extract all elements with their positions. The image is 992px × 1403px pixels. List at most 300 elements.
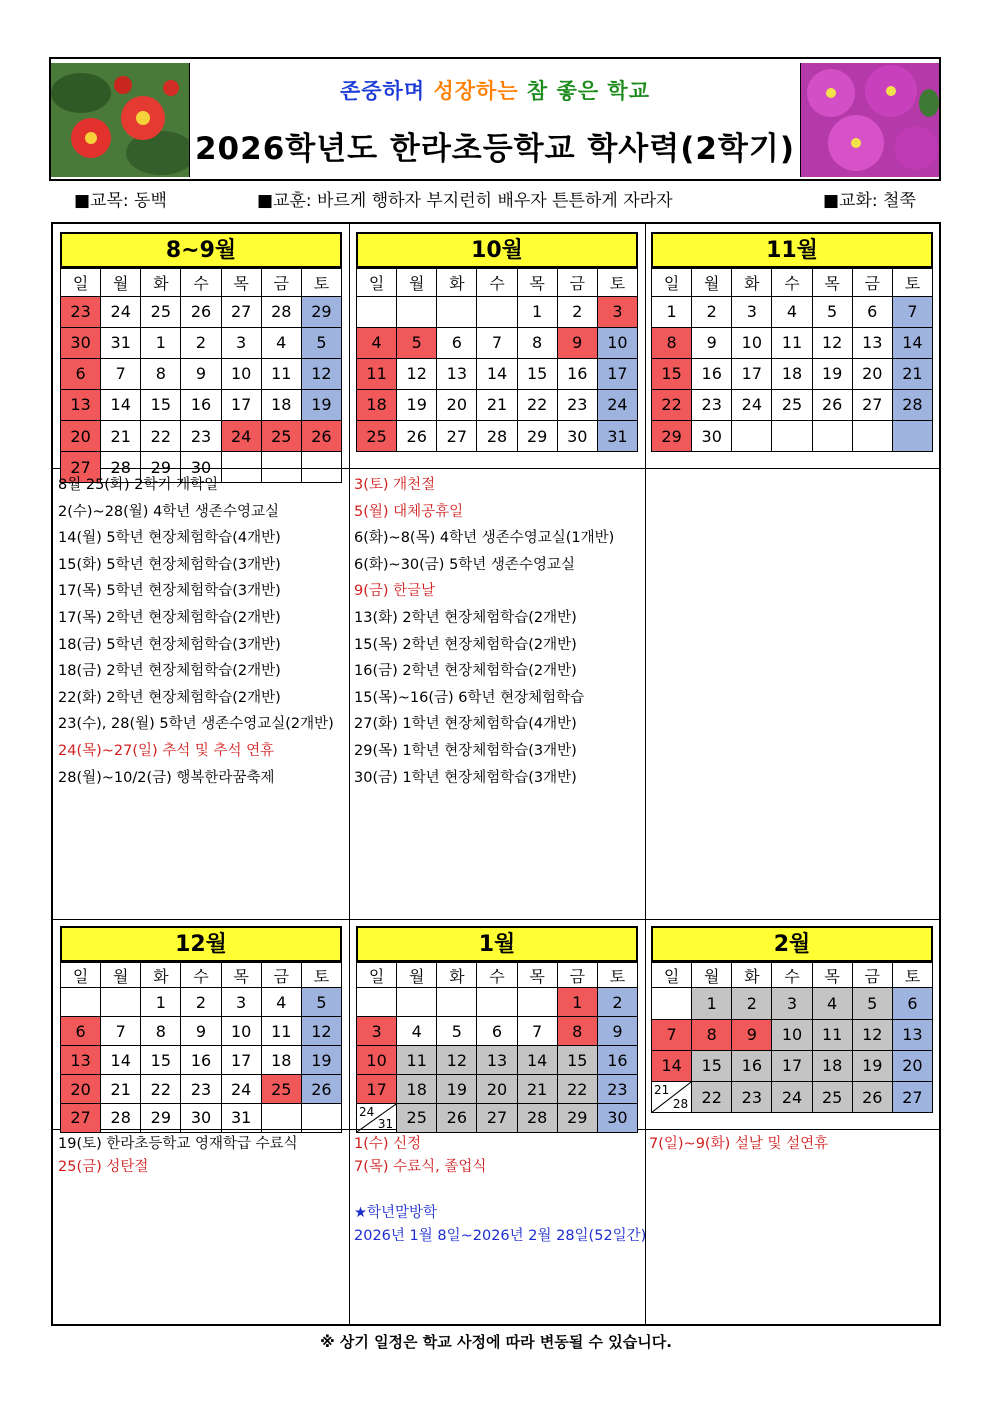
month-title: 8~9월 [60,232,342,268]
weekday-header: 일 [61,269,101,297]
calendar-day: 25 [397,1103,437,1132]
calendar-day: 12 [852,1019,892,1050]
calendar-day: 17 [732,358,772,389]
calendar-day: 12 [301,1017,341,1046]
calendar-day: 6 [852,296,892,327]
calendar-day [61,988,101,1017]
calendar-week [652,988,933,1019]
weekday-header: 수 [181,963,221,988]
calendar-day: 14 [892,327,932,358]
calendar-week [357,327,638,358]
footer-note: ※ 상기 일정은 학교 사정에 따라 변동될 수 있습니다. [320,1333,672,1351]
calendar-day: 4 [772,296,812,327]
calendar-day: 13 [437,358,477,389]
calendar-day [812,420,852,451]
calendar-day: 27 [852,389,892,420]
calendar-day: 10 [221,1017,261,1046]
slogan-word: 좋은 [556,79,600,103]
calendar-week [61,389,342,420]
calendar-day: 4 [397,1017,437,1046]
calendar-day [517,988,557,1017]
calendar-day: 1 [692,988,732,1019]
calendar-day: 28 [477,420,517,451]
calendar-day: 19 [397,389,437,420]
event-item: 17(목) 5학년 현장체험학습(3개반) [58,583,281,600]
event-item: 7(일)~9(화) 설날 및 설연휴 [649,1136,829,1152]
calendar-day: 2 [181,988,221,1017]
calendar-week [357,420,638,451]
calendar-week [61,327,342,358]
calendar-day [772,420,812,451]
calendar-day: 13 [61,1046,101,1075]
calendar-day: 6 [61,1017,101,1046]
calendar-day: 18 [397,1075,437,1104]
calendar-day: 27 [221,296,261,327]
calendar-day: 8 [557,1017,597,1046]
calendar-day: 20 [852,358,892,389]
calendar-day: 13 [477,1046,517,1075]
calendar-day: 1 [557,988,597,1017]
calendar-day: 23 [557,389,597,420]
calendar-day: 15 [141,389,181,420]
event-item: 15(목)~16(금) 6학년 현장체험학습 [354,689,585,706]
calendar-day: 25 [141,296,181,327]
calendar-day: 12 [437,1046,477,1075]
calendar-day: 30 [692,420,732,451]
calendar-day: 17 [597,358,637,389]
calendar-day: 21 [101,1075,141,1104]
calendar-day: 22 [141,420,181,451]
calendar-day: 17 [221,389,261,420]
calendar-day: 26 [397,420,437,451]
calendar-day: 24 [221,420,261,451]
calendar-day: 31 [221,1103,261,1132]
calendar-week [61,358,342,389]
calendar-day [652,1081,692,1112]
calendar-day: 8 [141,358,181,389]
weekday-header: 일 [652,269,692,297]
month-events [354,472,614,791]
calendar-day: 11 [261,1017,301,1046]
school-slogan [191,75,799,105]
page-title: 2026학년도 한라초등학교 학사력(2학기) [194,131,795,167]
weekday-header: 토 [301,963,341,988]
month-calendar [651,232,933,452]
calendar-day: 21 [477,389,517,420]
event-item: 14(월) 5학년 현장체험학습(4개반) [58,530,281,547]
weekday-header: 월 [397,269,437,297]
calendar-day [397,296,437,327]
calendar-day: 23 [181,1075,221,1104]
event-item: 3(토) 개천절 [354,477,436,493]
calendar-day: 9 [181,1017,221,1046]
event-item: 18(금) 5학년 현장체험학습(3개반) [58,636,281,653]
event-item: 13(화) 2학년 현장체험학습(2개반) [354,609,577,626]
calendar-day: 14 [517,1046,557,1075]
event-item: 7(목) 수료식, 졸업식 [354,1159,487,1175]
calendar-day: 5 [301,988,341,1017]
calendar-day: 31 [101,327,141,358]
calendar-week [652,389,933,420]
weekday-header: 토 [892,963,932,988]
calendar-day: 9 [692,327,732,358]
row-divider [53,919,939,920]
event-item: 28(월)~10/2(금) 행복한라꿈축제 [58,769,275,786]
calendar-day: 29 [141,1103,181,1132]
event-item: ★학년말방학 [354,1205,438,1221]
month-title: 2월 [651,926,933,962]
calendar-day [357,296,397,327]
calendar-day: 9 [732,1019,772,1050]
event-item: 2(수)~28(월) 4학년 생존수영교실 [58,503,279,520]
weekday-header: 목 [221,963,261,988]
calendar-day: 6 [61,358,101,389]
calendar-day: 24 [101,296,141,327]
calendar-day: 13 [892,1019,932,1050]
event-item: 6(화)~30(금) 5학년 생존수영교실 [354,556,575,573]
calendar-day: 17 [357,1075,397,1104]
calendar-day: 30 [597,1103,637,1132]
calendar-day: 23 [597,1075,637,1104]
calendar-day: 4 [812,988,852,1019]
event-item: 2026년 1월 8일~2026년 2월 28일(52일간) [354,1228,647,1244]
camellia-flower-icon [51,63,189,177]
weekday-header: 월 [101,963,141,988]
calendar-day: 26 [301,1075,341,1104]
event-item: 6(화)~8(목) 4학년 생존수영교실(1개반) [354,530,615,547]
calendar-week [61,420,342,451]
calendar-day: 16 [732,1050,772,1081]
calendar-week [61,1103,342,1132]
calendar-day: 24 [597,389,637,420]
calendar-week [357,1103,638,1132]
calendar-week [652,1019,933,1050]
calendar-grid [60,962,342,1133]
camellia-flower-image [51,63,190,177]
split-day-first: 24 [359,1104,375,1119]
weekday-header: 목 [812,963,852,988]
calendar-week [357,988,638,1017]
calendar-day: 9 [597,1017,637,1046]
calendar-week [652,296,933,327]
school-mottos [49,182,941,210]
calendar-day: 11 [772,327,812,358]
calendar-day: 12 [301,358,341,389]
calendar-day: 2 [597,988,637,1017]
calendar-grid [651,962,933,1113]
calendar-day: 19 [301,1046,341,1075]
calendar-day: 29 [517,420,557,451]
calendar-day: 11 [397,1046,437,1075]
calendar-day: 15 [557,1046,597,1075]
calendar-day [892,420,932,451]
weekday-header: 일 [357,963,397,988]
weekday-header: 화 [437,963,477,988]
calendar-day: 19 [437,1075,477,1104]
calendar-day: 12 [397,358,437,389]
calendar-day: 16 [557,358,597,389]
calendar-day: 16 [597,1046,637,1075]
event-item: 25(금) 성탄절 [58,1159,149,1175]
calendar-week [357,296,638,327]
calendar-day: 30 [557,420,597,451]
calendar-day [477,296,517,327]
calendar-day: 14 [101,1046,141,1075]
calendar-day: 25 [261,1075,301,1104]
calendar-day: 16 [692,358,732,389]
split-day-first: 21 [654,1082,670,1097]
calendar-day: 19 [812,358,852,389]
month-calendar [356,926,638,1133]
weekday-header: 일 [652,963,692,988]
calendar-day: 15 [141,1046,181,1075]
weekday-header: 수 [772,963,812,988]
weekday-header: 목 [221,269,261,297]
calendar-day: 19 [852,1050,892,1081]
school-flower: ■교화: 철쭉 [823,191,916,211]
weekday-header: 목 [517,963,557,988]
weekday-header: 토 [597,963,637,988]
calendar-week [61,1017,342,1046]
slogan-word: 참 [526,79,549,103]
calendar-day: 13 [852,327,892,358]
calendar-day: 6 [477,1017,517,1046]
calendar-day: 18 [261,1046,301,1075]
weekday-header: 목 [812,269,852,297]
weekday-header: 월 [101,269,141,297]
slogan-word: 성장하는 [433,79,519,103]
event-item [354,1179,646,1202]
calendar-day: 4 [261,988,301,1017]
calendar-day [477,988,517,1017]
calendar-week [652,327,933,358]
weekday-header: 월 [397,963,437,988]
weekday-header: 수 [181,269,221,297]
calendar-week [357,1046,638,1075]
calendar-day: 26 [852,1081,892,1112]
event-item: 1(수) 신정 [354,1136,422,1152]
weekday-header: 화 [437,269,477,297]
calendar-day: 10 [221,358,261,389]
event-item: 17(목) 2학년 현장체험학습(2개반) [58,609,281,626]
weekday-header: 금 [261,963,301,988]
column-divider [349,224,350,1324]
weekday-header: 화 [141,963,181,988]
calendar-day: 6 [437,327,477,358]
calendar-day: 1 [141,988,181,1017]
calendar-day: 26 [812,389,852,420]
calendar-day: 23 [61,296,101,327]
calendar-day: 3 [772,988,812,1019]
month-events [58,472,334,791]
calendar-day [101,988,141,1017]
event-item: 5(월) 대체공휴일 [354,503,464,520]
calendar-day: 2 [732,988,772,1019]
calendar-day: 29 [301,296,341,327]
weekday-header: 화 [732,963,772,988]
slogan-word: 존중하며 [339,79,426,103]
calendar-day: 18 [357,389,397,420]
calendar-day: 26 [181,296,221,327]
calendar-day [732,420,772,451]
weekday-header: 일 [357,269,397,297]
calendar-day: 28 [101,1103,141,1132]
weekday-header: 화 [732,269,772,297]
weekday-header: 수 [477,963,517,988]
calendar-week [357,1017,638,1046]
calendar-day: 7 [517,1017,557,1046]
calendar-day: 9 [557,327,597,358]
weekday-header: 금 [852,963,892,988]
month-title: 10월 [356,232,638,268]
calendar-day: 13 [61,389,101,420]
school-tree: ■교목: 동백 [74,191,167,211]
calendar-day: 2 [692,296,732,327]
calendar-week [357,358,638,389]
month-calendar [651,926,933,1113]
calendar-day: 8 [517,327,557,358]
calendar-grid [356,962,638,1133]
calendar-day: 28 [517,1103,557,1132]
calendar-day: 2 [181,327,221,358]
calendar-day: 10 [732,327,772,358]
calendar-day: 24 [732,389,772,420]
split-day-second: 31 [377,1116,394,1131]
calendar-day: 22 [141,1075,181,1104]
event-item: 19(토) 한라초등학교 영재학급 수료식 [58,1136,298,1152]
calendar-day: 1 [652,296,692,327]
calendar-day: 1 [517,296,557,327]
calendar-day: 21 [101,420,141,451]
calendar-day: 29 [652,420,692,451]
calendar-day: 11 [812,1019,852,1050]
calendar-day: 12 [812,327,852,358]
calendar-day: 11 [261,358,301,389]
calendar-week [357,1075,638,1104]
weekday-header: 월 [692,963,732,988]
event-item: 16(금) 2학년 현장체험학습(2개반) [354,663,577,680]
header-box [49,57,941,181]
calendar-day: 18 [772,358,812,389]
calendar-day: 22 [517,389,557,420]
calendar-day: 20 [477,1075,517,1104]
calendar-day: 22 [557,1075,597,1104]
calendar-day: 15 [517,358,557,389]
month-title: 1월 [356,926,638,962]
calendar-day: 8 [141,1017,181,1046]
calendar-day: 25 [772,389,812,420]
month-events [649,1133,828,1156]
azalea-flower-image [800,63,939,177]
calendar-day [852,420,892,451]
calendar-day: 3 [221,988,261,1017]
weekday-header: 수 [772,269,812,297]
calendar-day: 5 [437,1017,477,1046]
calendar-day: 23 [732,1081,772,1112]
calendar-day: 7 [477,327,517,358]
calendar-day: 23 [692,389,732,420]
calendar-day: 18 [812,1050,852,1081]
calendar-day: 29 [141,452,181,483]
calendar-day: 24 [772,1081,812,1112]
calendar-day: 15 [692,1050,732,1081]
calendar-week [652,420,933,451]
calendar-day: 3 [357,1017,397,1046]
calendar-day: 22 [692,1081,732,1112]
weekday-header: 월 [692,269,732,297]
calendar-day: 4 [261,327,301,358]
calendar-day [652,988,692,1019]
weekday-header: 일 [61,963,101,988]
calendar-day: 10 [597,327,637,358]
calendar-grid [60,268,342,483]
calendar-day: 19 [301,389,341,420]
calendar-day: 2 [557,296,597,327]
event-item: 24(목)~27(일) 추석 및 추석 연휴 [58,742,275,759]
calendar-day: 18 [261,389,301,420]
calendar-day: 11 [357,358,397,389]
calendar-day: 9 [181,358,221,389]
calendar-day: 17 [772,1050,812,1081]
calendar-day: 10 [772,1019,812,1050]
calendar-day: 14 [477,358,517,389]
calendar-grid [651,268,933,452]
calendar-week [61,1075,342,1104]
calendar-day: 7 [101,358,141,389]
calendar-day: 16 [181,1046,221,1075]
calendar-day: 6 [892,988,932,1019]
month-calendar [356,232,638,452]
school-motto: ■교훈: 바르게 행하자 부지런히 배우자 튼튼하게 자라자 [257,191,673,211]
calendar-day: 5 [812,296,852,327]
calendar-day: 24 [221,1075,261,1104]
month-title: 12월 [60,926,342,962]
calendar-day: 21 [517,1075,557,1104]
calendar-day: 25 [812,1081,852,1112]
calendar-day [437,988,477,1017]
calendar-day: 28 [101,452,141,483]
calendar-day: 28 [261,296,301,327]
calendar-day [261,1103,301,1132]
calendar-day [397,988,437,1017]
calendar-day: 8 [692,1019,732,1050]
month-calendar [60,926,342,1133]
calendar-day: 27 [437,420,477,451]
event-item: 29(목) 1학년 현장체험학습(3개반) [354,742,577,759]
calendar-day: 7 [892,296,932,327]
azalea-flower-icon [801,63,939,177]
calendar-day: 16 [181,389,221,420]
calendar-day: 28 [892,389,932,420]
calendar-day: 22 [652,389,692,420]
month-events [354,1133,646,1248]
calendar-day: 14 [101,389,141,420]
weekday-header: 목 [517,269,557,297]
calendar-day: 26 [437,1103,477,1132]
calendar-frame [51,222,941,1326]
calendar-week [61,988,342,1017]
split-day-second: 28 [672,1097,689,1112]
calendar-grid [356,268,638,452]
calendar-day: 5 [397,327,437,358]
calendar-day: 23 [181,420,221,451]
event-item: 23(수), 28(월) 5학년 생존수영교실(2개반) [58,716,334,733]
event-item: 15(목) 2학년 현장체험학습(2개반) [354,636,577,653]
calendar-day: 3 [732,296,772,327]
calendar-day: 15 [652,358,692,389]
calendar-day: 29 [557,1103,597,1132]
event-item: 9(금) 한글날 [354,583,436,600]
